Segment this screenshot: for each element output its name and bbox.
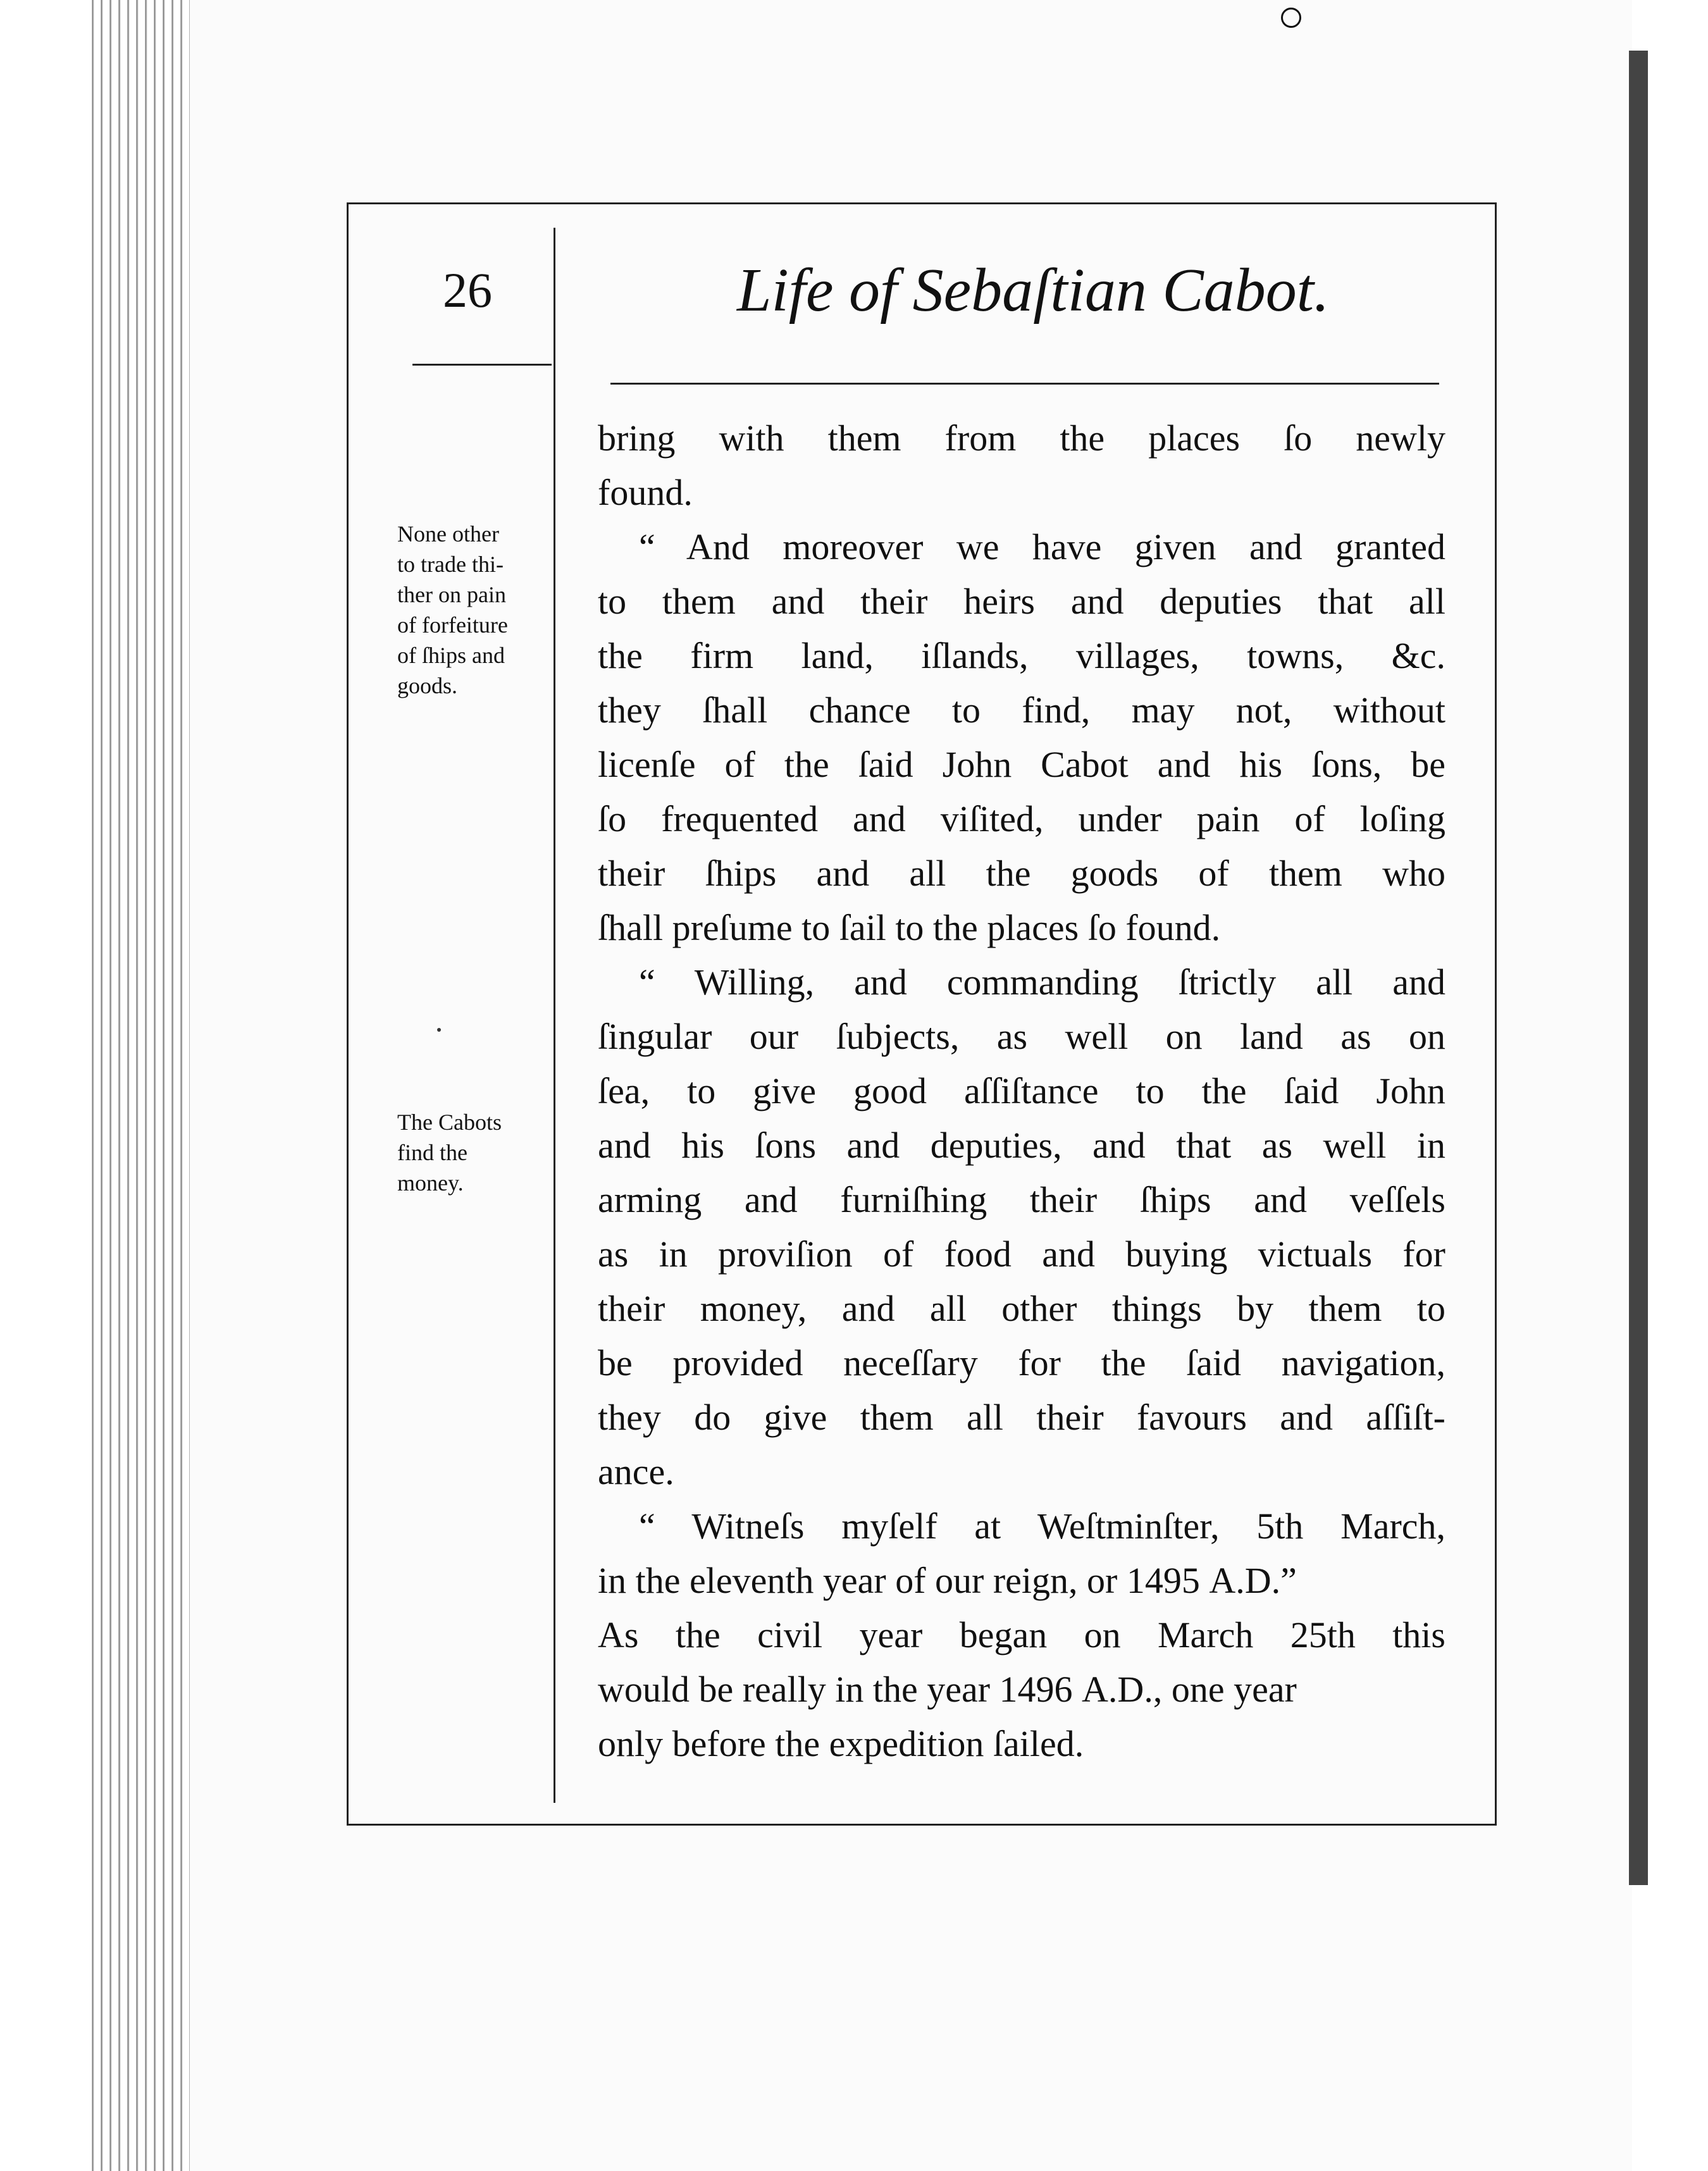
body-line-tail: one year bbox=[1162, 1669, 1297, 1710]
side-note-line: None other bbox=[397, 521, 499, 547]
side-note-line: The Cabots bbox=[397, 1110, 502, 1135]
body-line-text: would be really in the year 1496 bbox=[598, 1669, 1082, 1710]
side-note-line: of ſhips and bbox=[397, 643, 505, 668]
body-text bbox=[598, 411, 1445, 1771]
stray-ink-dot bbox=[437, 1028, 441, 1032]
body-line: arming and furniſhing their ſhips and veſſels bbox=[598, 1179, 1445, 1220]
era-abbreviation: A.D., bbox=[1082, 1669, 1163, 1710]
side-note-line: goods. bbox=[397, 673, 458, 698]
body-line: and his ſons and deputies, and that as well in bbox=[598, 1125, 1445, 1166]
body-line: they ſhall chance to find, may not, without bbox=[598, 690, 1445, 731]
header-rule-right bbox=[610, 383, 1439, 385]
body-line: be provided neceſſary for the ſaid navigation, bbox=[598, 1342, 1445, 1383]
header-rule-left bbox=[412, 364, 552, 366]
body-line bbox=[598, 1554, 1445, 1608]
body-line: licenſe of the ſaid John Cabot and his ſons, be bbox=[598, 744, 1445, 785]
body-line: ſea, to give good aſſiſtance to the ſaid John bbox=[598, 1070, 1445, 1111]
body-line: only before the expedition ſailed. bbox=[598, 1723, 1084, 1764]
side-note-line: of forfeiture bbox=[397, 612, 508, 638]
body-line: to them and their heirs and deputies that all bbox=[598, 581, 1445, 622]
running-title: Life of Sebaſtian Cabot. bbox=[737, 256, 1330, 325]
body-line: ance. bbox=[598, 1451, 674, 1492]
body-line: “ Witneſs myſelf at Weſtminſter, 5th March, bbox=[639, 1506, 1445, 1547]
body-line: ſingular our ſubjects, as well on land as on bbox=[598, 1016, 1445, 1057]
body-line-text: in the eleventh year of our reign, or 1495 bbox=[598, 1560, 1210, 1601]
side-note-line: find the bbox=[397, 1140, 467, 1165]
side-note-line: ther on pain bbox=[397, 582, 506, 607]
body-line: their money, and all other things by them to bbox=[598, 1288, 1445, 1329]
body-line bbox=[598, 1662, 1445, 1717]
scan-registration-mark bbox=[1281, 8, 1301, 28]
body-line: As the civil year began on March 25th this bbox=[598, 1614, 1445, 1655]
body-line: found. bbox=[598, 472, 693, 513]
side-note-line: to trade thi- bbox=[397, 552, 504, 577]
facing-page-edge bbox=[1629, 51, 1648, 1885]
body-line: “ And moreover we have given and granted bbox=[639, 526, 1445, 567]
body-line: ſo frequented and viſited, under pain of loſing bbox=[598, 798, 1445, 839]
side-note-line: money. bbox=[397, 1170, 464, 1196]
body-line: bring with them from the places ſo newly bbox=[598, 418, 1445, 459]
page-number: 26 bbox=[443, 263, 492, 318]
body-line: the firm land, iſlands, villages, towns, &c. bbox=[598, 635, 1445, 676]
body-line: ſhall preſume to ſail to the places ſo found. bbox=[598, 907, 1221, 948]
body-line: they do give them all their favours and aſſiſt- bbox=[598, 1397, 1445, 1438]
margin-column-rule bbox=[554, 228, 555, 1803]
side-note-cabots-money bbox=[397, 1107, 552, 1198]
side-note-forfeiture bbox=[397, 519, 552, 701]
body-line: “ Willing, and commanding ſtrictly all and bbox=[639, 962, 1445, 1003]
body-line: as in proviſion of food and buying victuals for bbox=[598, 1234, 1445, 1275]
era-abbreviation: A.D.” bbox=[1209, 1560, 1297, 1601]
body-line: their ſhips and all the goods of them who bbox=[598, 853, 1445, 894]
book-page-edges bbox=[89, 0, 190, 2171]
